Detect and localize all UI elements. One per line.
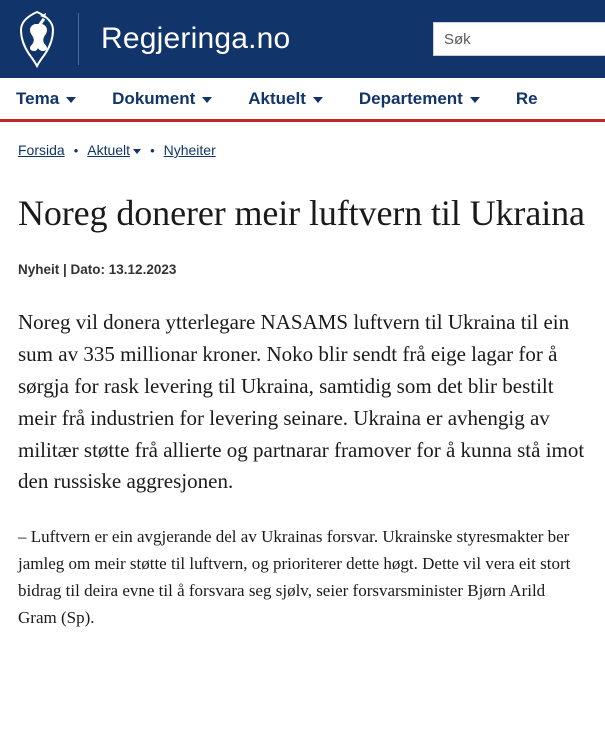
chevron-down-icon — [470, 97, 480, 103]
norwegian-lion-coat-of-arms-icon[interactable] — [14, 11, 60, 67]
breadcrumb-item-label: Aktuelt — [87, 142, 131, 158]
breadcrumb — [0, 122, 605, 158]
nav-item-aktuelt[interactable] — [248, 78, 345, 119]
article-lead-paragraph: Noreg vil donera ytterlegare NASAMS luftvern til Ukraina til ein sum av 335 millionar kroner. Noko blir sendt frå eige lagar for å sørgja for rask levering til Ukraina, samtidig som det blir bestilt meir frå industrien for levering seinare. Ukraina er avhengig av militær støtte frå allierte og partnarar framover for å kunna stå imot den russiske aggresjonen. — [18, 309, 585, 494]
breadcrumb-item-aktuelt[interactable] — [87, 142, 141, 158]
nav-item-label: Dokument — [112, 88, 196, 108]
nav-item-label: Tema — [16, 88, 60, 108]
chevron-down-icon — [133, 149, 141, 154]
chevron-down-icon — [66, 97, 76, 103]
site-title: Regjeringa.no — [101, 22, 291, 55]
article-meta: Nyheit | Dato: 13.12.2023 — [18, 261, 177, 277]
nav-item-departement[interactable] — [359, 78, 502, 119]
breadcrumb-item-nyheiter[interactable]: Nyheiter — [163, 142, 216, 158]
chevron-down-icon — [202, 97, 212, 103]
search-area — [433, 22, 605, 56]
main-navigation — [0, 78, 605, 122]
nav-item-label: Re — [515, 88, 538, 108]
nav-item-dokument[interactable] — [112, 78, 234, 119]
page-title: Noreg donerer meir luftvern til Ukraina — [18, 193, 585, 233]
breadcrumb-separator: • — [73, 142, 79, 158]
site-header — [0, 0, 605, 78]
breadcrumb-item-forsida[interactable]: Forsida — [18, 142, 65, 158]
header-divider — [78, 13, 79, 65]
nav-item-label: Aktuelt — [248, 88, 306, 108]
search-input[interactable] — [433, 22, 605, 56]
nav-item-tema[interactable] — [16, 78, 98, 119]
nav-item-regjeringa[interactable] — [516, 78, 560, 119]
nav-item-label: Departement — [358, 88, 463, 108]
chevron-down-icon — [313, 97, 323, 103]
article-body-paragraph: – Luftvern er ein avgjerande del av Ukrainas forsvar. Ukrainske styresmakter ber jamleg om meir støtte til luftvern, og prioriterer dette høgt. Dette vil vera eit stort bidrag til deira evne til å forsvara seg sjølv, seier forsvarsminister Bjørn Arild Gram (Sp). — [18, 527, 571, 627]
article — [0, 192, 605, 632]
breadcrumb-separator: • — [150, 142, 155, 158]
